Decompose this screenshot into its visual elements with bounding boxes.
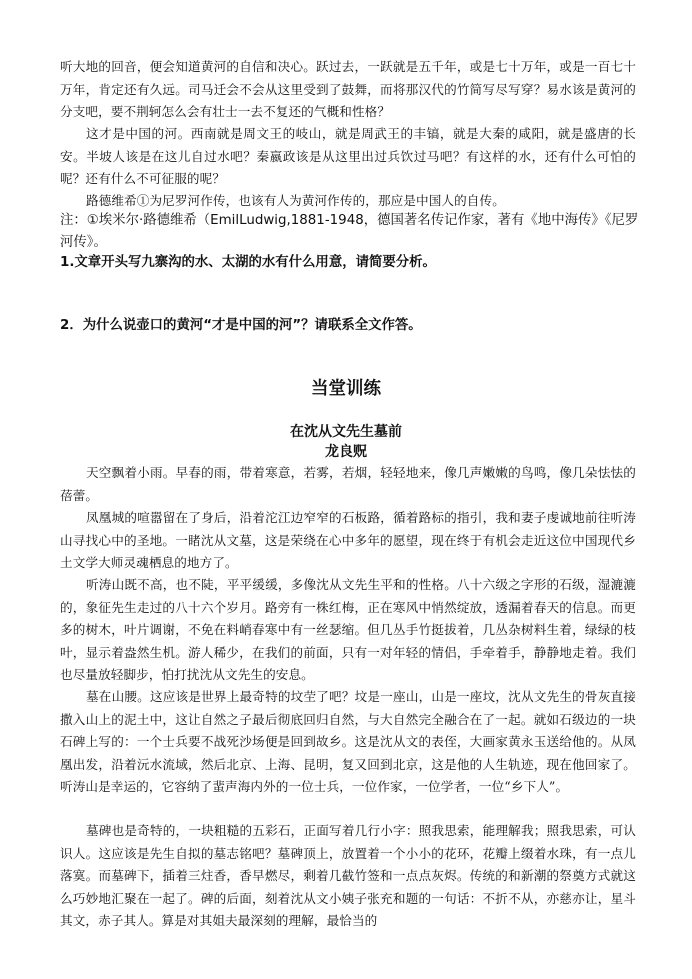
article-author: 龙良贶 [325, 444, 367, 460]
article-paragraph: 凤凰城的喧嚣留在了身后，沿着沱江边窄窄的石板路，循着路标的指引，我和妻子虔诚地前往听涛山寻找心中的圣地。一睹沈从文墓，这是荣绕在心中多年的愿望，现在终于有机会走近这位中国现代乡土文学大师灵魂栖息的地方了。 [60, 510, 636, 571]
question-2: 2．为什么说壶口的黄河“才是中国的河”？请联系全文作答。 [60, 318, 422, 333]
article-paragraph: 墓碑也是奇特的，一块粗糙的五彩石，正面写着几行小字：照我思索，能理解我；照我思索，可认识人。这应该是先生自拟的墓志铭吧？墓碑顶上，放置着一个小小的花环，花瓣上缀着水珠，有一点儿落寞。而墓碑下，插着三炷香，香早燃尽，剩着几截竹签和一点点灰烬。传统的和新潮的祭奠方式就这么巧妙地汇聚在一起了。碑的后面，刻着沈从文小姨子张充和题的一句话：不折不从，亦慈亦让，星斗其文，赤子其人。算是对其姐夫最深刻的理解，最恰当的 [60, 823, 636, 929]
passage-paragraph: 路德维希①为尼罗河作传，也该有人为黄河作传的，那应是中国人的自传。 [86, 193, 505, 208]
passage-paragraph: 听大地的回音，便会知道黄河的自信和决心。跃过去，一跃就是五千年，或是七十万年，或是一百七十万年，肯定还有久远。司马迁会不会从这里受到了鼓舞，而将那汉代的竹简写尽写穿？易水该是黄河的分支吧，要不荆轲怎么会有壮士一去不复还的气概和性格？ [60, 59, 636, 120]
article-paragraph: 天空飘着小雨。早春的雨，带着寒意，若雾，若烟，轻轻地来，像几声嫩嫩的鸟鸣，像几朵怯怯的蓓蕾。 [60, 465, 636, 503]
passage-paragraph: 这才是中国的河。西南就是周文王的岐山，就是周武王的丰镐，就是大秦的咸阳，就是盛唐的长安。半坡人该是在这儿自过水吧？秦嬴政该是从这里出过兵饮过马吧？有这样的水，还有什么可怕的呢？还有什么不可征服的呢？ [60, 126, 636, 187]
footnote: 注：①埃米尔·路德维希（EmilLudwig,1881-1948，德国著名传记作家，著有《地中海传》《尼罗河传》。 [60, 213, 639, 250]
section-heading: 当堂训练 [311, 379, 381, 399]
article-paragraph: 听涛山既不高，也不陡，平平缓缓，多像沈从文先生平和的性格。八十六级之字形的石级，湿漉漉的，象征先生走过的八十六个岁月。路旁有一株红梅，正在寒风中悄然绽放，透漏着春天的信息。而更多的树木，叶片调谢，不免在料峭春寒中有一丝瑟缩。但几丛手竹挺拔着，几丛杂树料生着，绿绿的枝叶，显示着盎然生机。游人稀少，在我们的前面，只有一对年轻的情侣，手牵着手，静静地走着。我们也尽量放轻脚步，怕打扰沈从文先生的安息。 [60, 577, 636, 683]
article-paragraph: 墓在山腰。这应该是世界上最奇特的坟茔了吧？坟是一座山，山是一座坟，沈从文先生的骨灰直接撒入山上的泥土中，这让自然之子最后彻底回归自然，与大自然完全融合在了一起。就如石级边的一块石碑上写的：一个士兵要不战死沙场便是回到故乡。这是沈从文的表侄，大画家黄永玉送给他的。从凤凰出发，沿着沅水流域，然后北京、上海、昆明，复又回到北京，这是他的人生轨迹，现在他回家了。听涛山是幸运的，它容纳了蜚声海内外的一位士兵，一位作家，一位学者，一位“乡下人”。 [60, 689, 636, 795]
article-title: 在沈从文先生墓前 [290, 424, 402, 440]
question-1: 1.文章开头写九寨沟的水、太湖的水有什么用意，请简要分析。 [60, 255, 436, 270]
